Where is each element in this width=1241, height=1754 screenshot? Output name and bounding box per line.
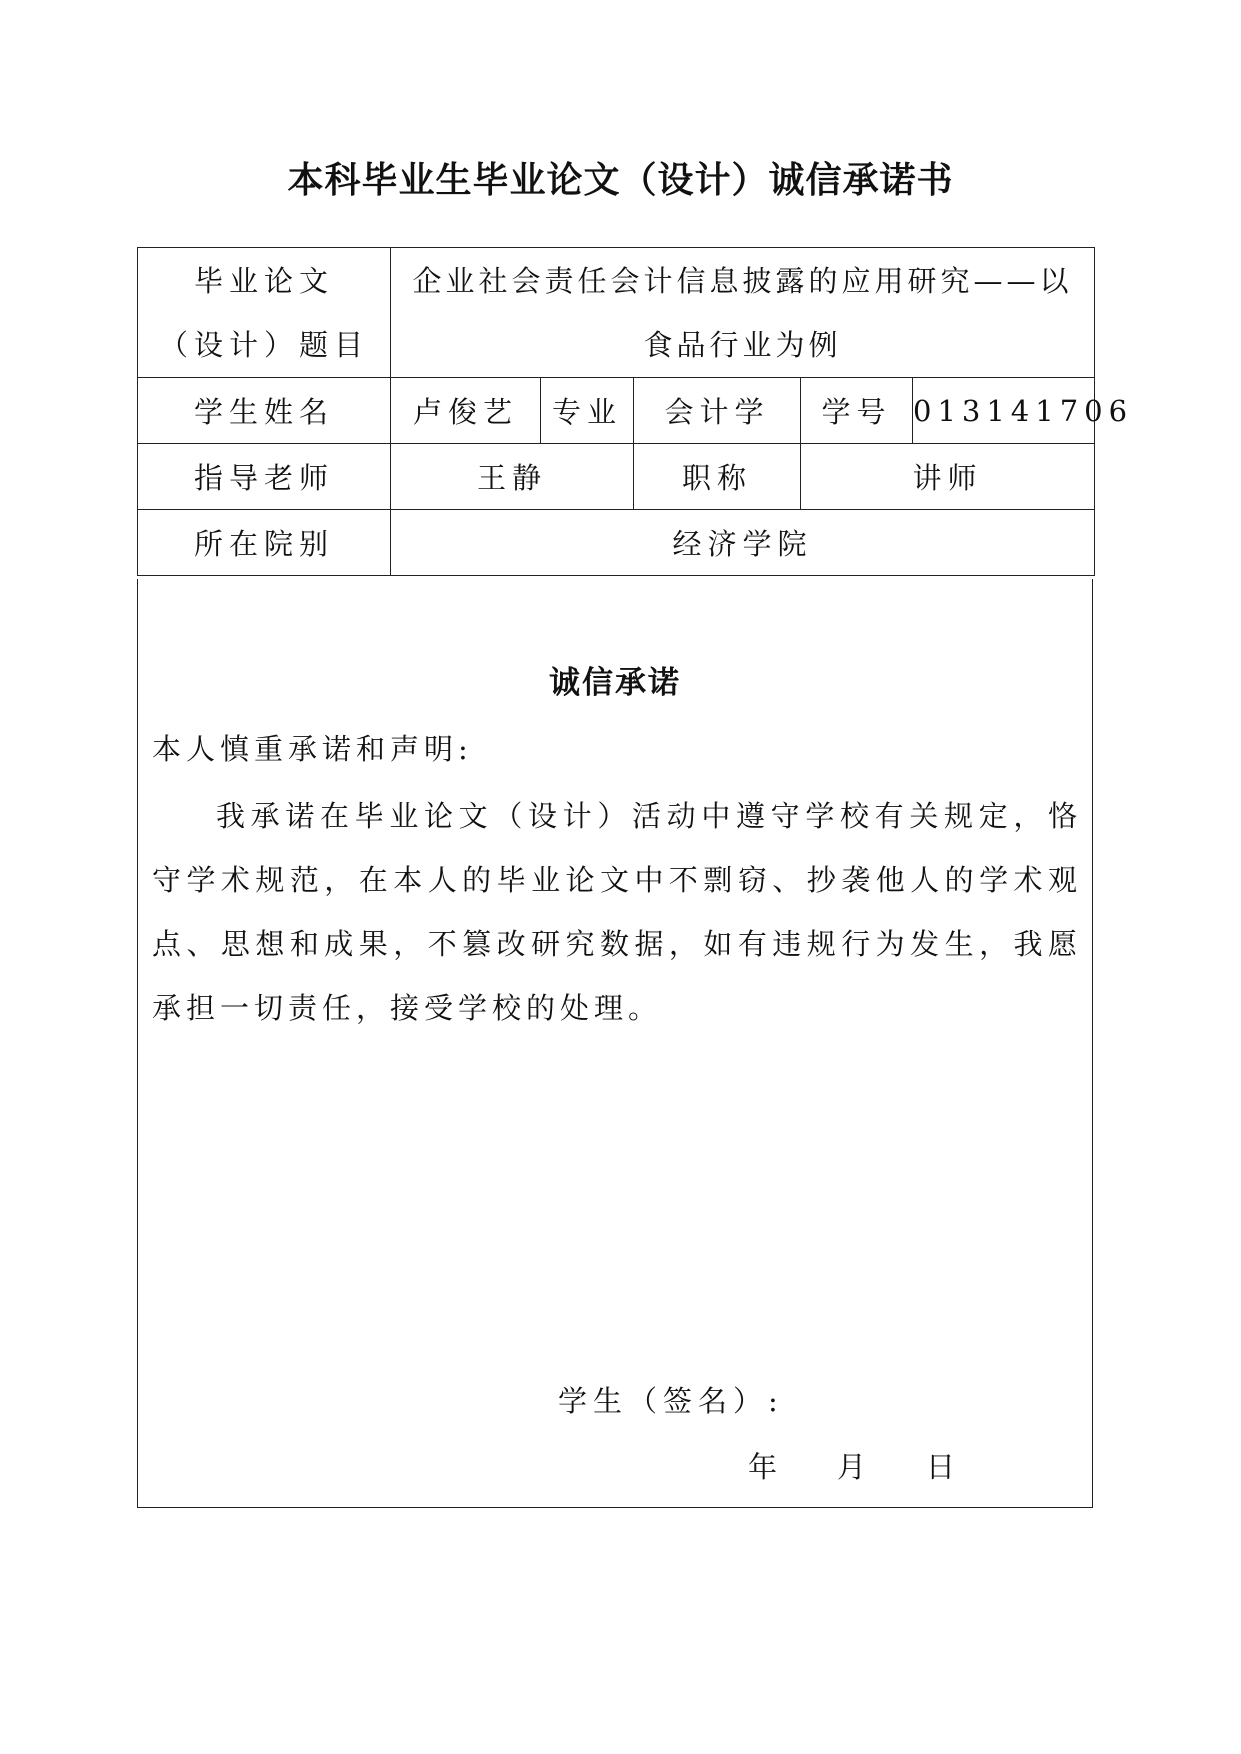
pledge-body: 我承诺在毕业论文（设计）活动中遵守学校有关规定，恪守学术规范，在本人的毕业论文中不剽窃、抄袭他人的学术观点、思想和成果，不篡改研究数据，如有违规行为发生，我愿承担一切责任，接受学校的处理。 bbox=[152, 799, 1082, 1025]
title-label: 职称 bbox=[634, 444, 801, 510]
major-label: 专业 bbox=[541, 378, 634, 444]
date-line bbox=[748, 1445, 955, 1486]
info-table bbox=[137, 247, 1134, 576]
topic-value-cell bbox=[391, 248, 1095, 378]
date-day: 日 bbox=[926, 1450, 956, 1484]
topic-value: 企业社会责任会计信息披露的应用研究——以食品行业为例 bbox=[412, 263, 1073, 362]
signature-label: 学生（签名）: bbox=[558, 1384, 784, 1418]
pledge-intro: 本人慎重承诺和声明: bbox=[152, 732, 473, 766]
document-title: 本科毕业生毕业论文（设计）诚信承诺书 bbox=[287, 160, 954, 201]
topic-label-line1: 毕业论文 bbox=[193, 263, 334, 298]
school-label: 所在院别 bbox=[138, 510, 391, 576]
student-id-label: 学号 bbox=[801, 378, 913, 444]
date-month: 月 bbox=[837, 1450, 867, 1484]
student-row bbox=[138, 378, 1095, 444]
school-row bbox=[138, 510, 1095, 576]
student-id-value: 013141706 bbox=[913, 378, 1095, 444]
topic-label-cell bbox=[138, 248, 391, 378]
school-value: 经济学院 bbox=[391, 510, 1095, 576]
student-name-value: 卢俊艺 bbox=[391, 378, 541, 444]
advisor-row bbox=[138, 444, 1095, 510]
topic-row bbox=[138, 248, 1095, 378]
title-value: 讲师 bbox=[801, 444, 1095, 510]
pledge-section bbox=[137, 579, 1093, 1508]
major-value: 会计学 bbox=[634, 378, 801, 444]
topic-label-line2: （设计）题目 bbox=[158, 327, 369, 362]
date-year: 年 bbox=[748, 1450, 778, 1484]
pledge-heading: 诚信承诺 bbox=[549, 665, 681, 701]
advisor-label: 指导老师 bbox=[138, 444, 391, 510]
advisor-value: 王静 bbox=[391, 444, 634, 510]
student-name-label: 学生姓名 bbox=[138, 378, 391, 444]
